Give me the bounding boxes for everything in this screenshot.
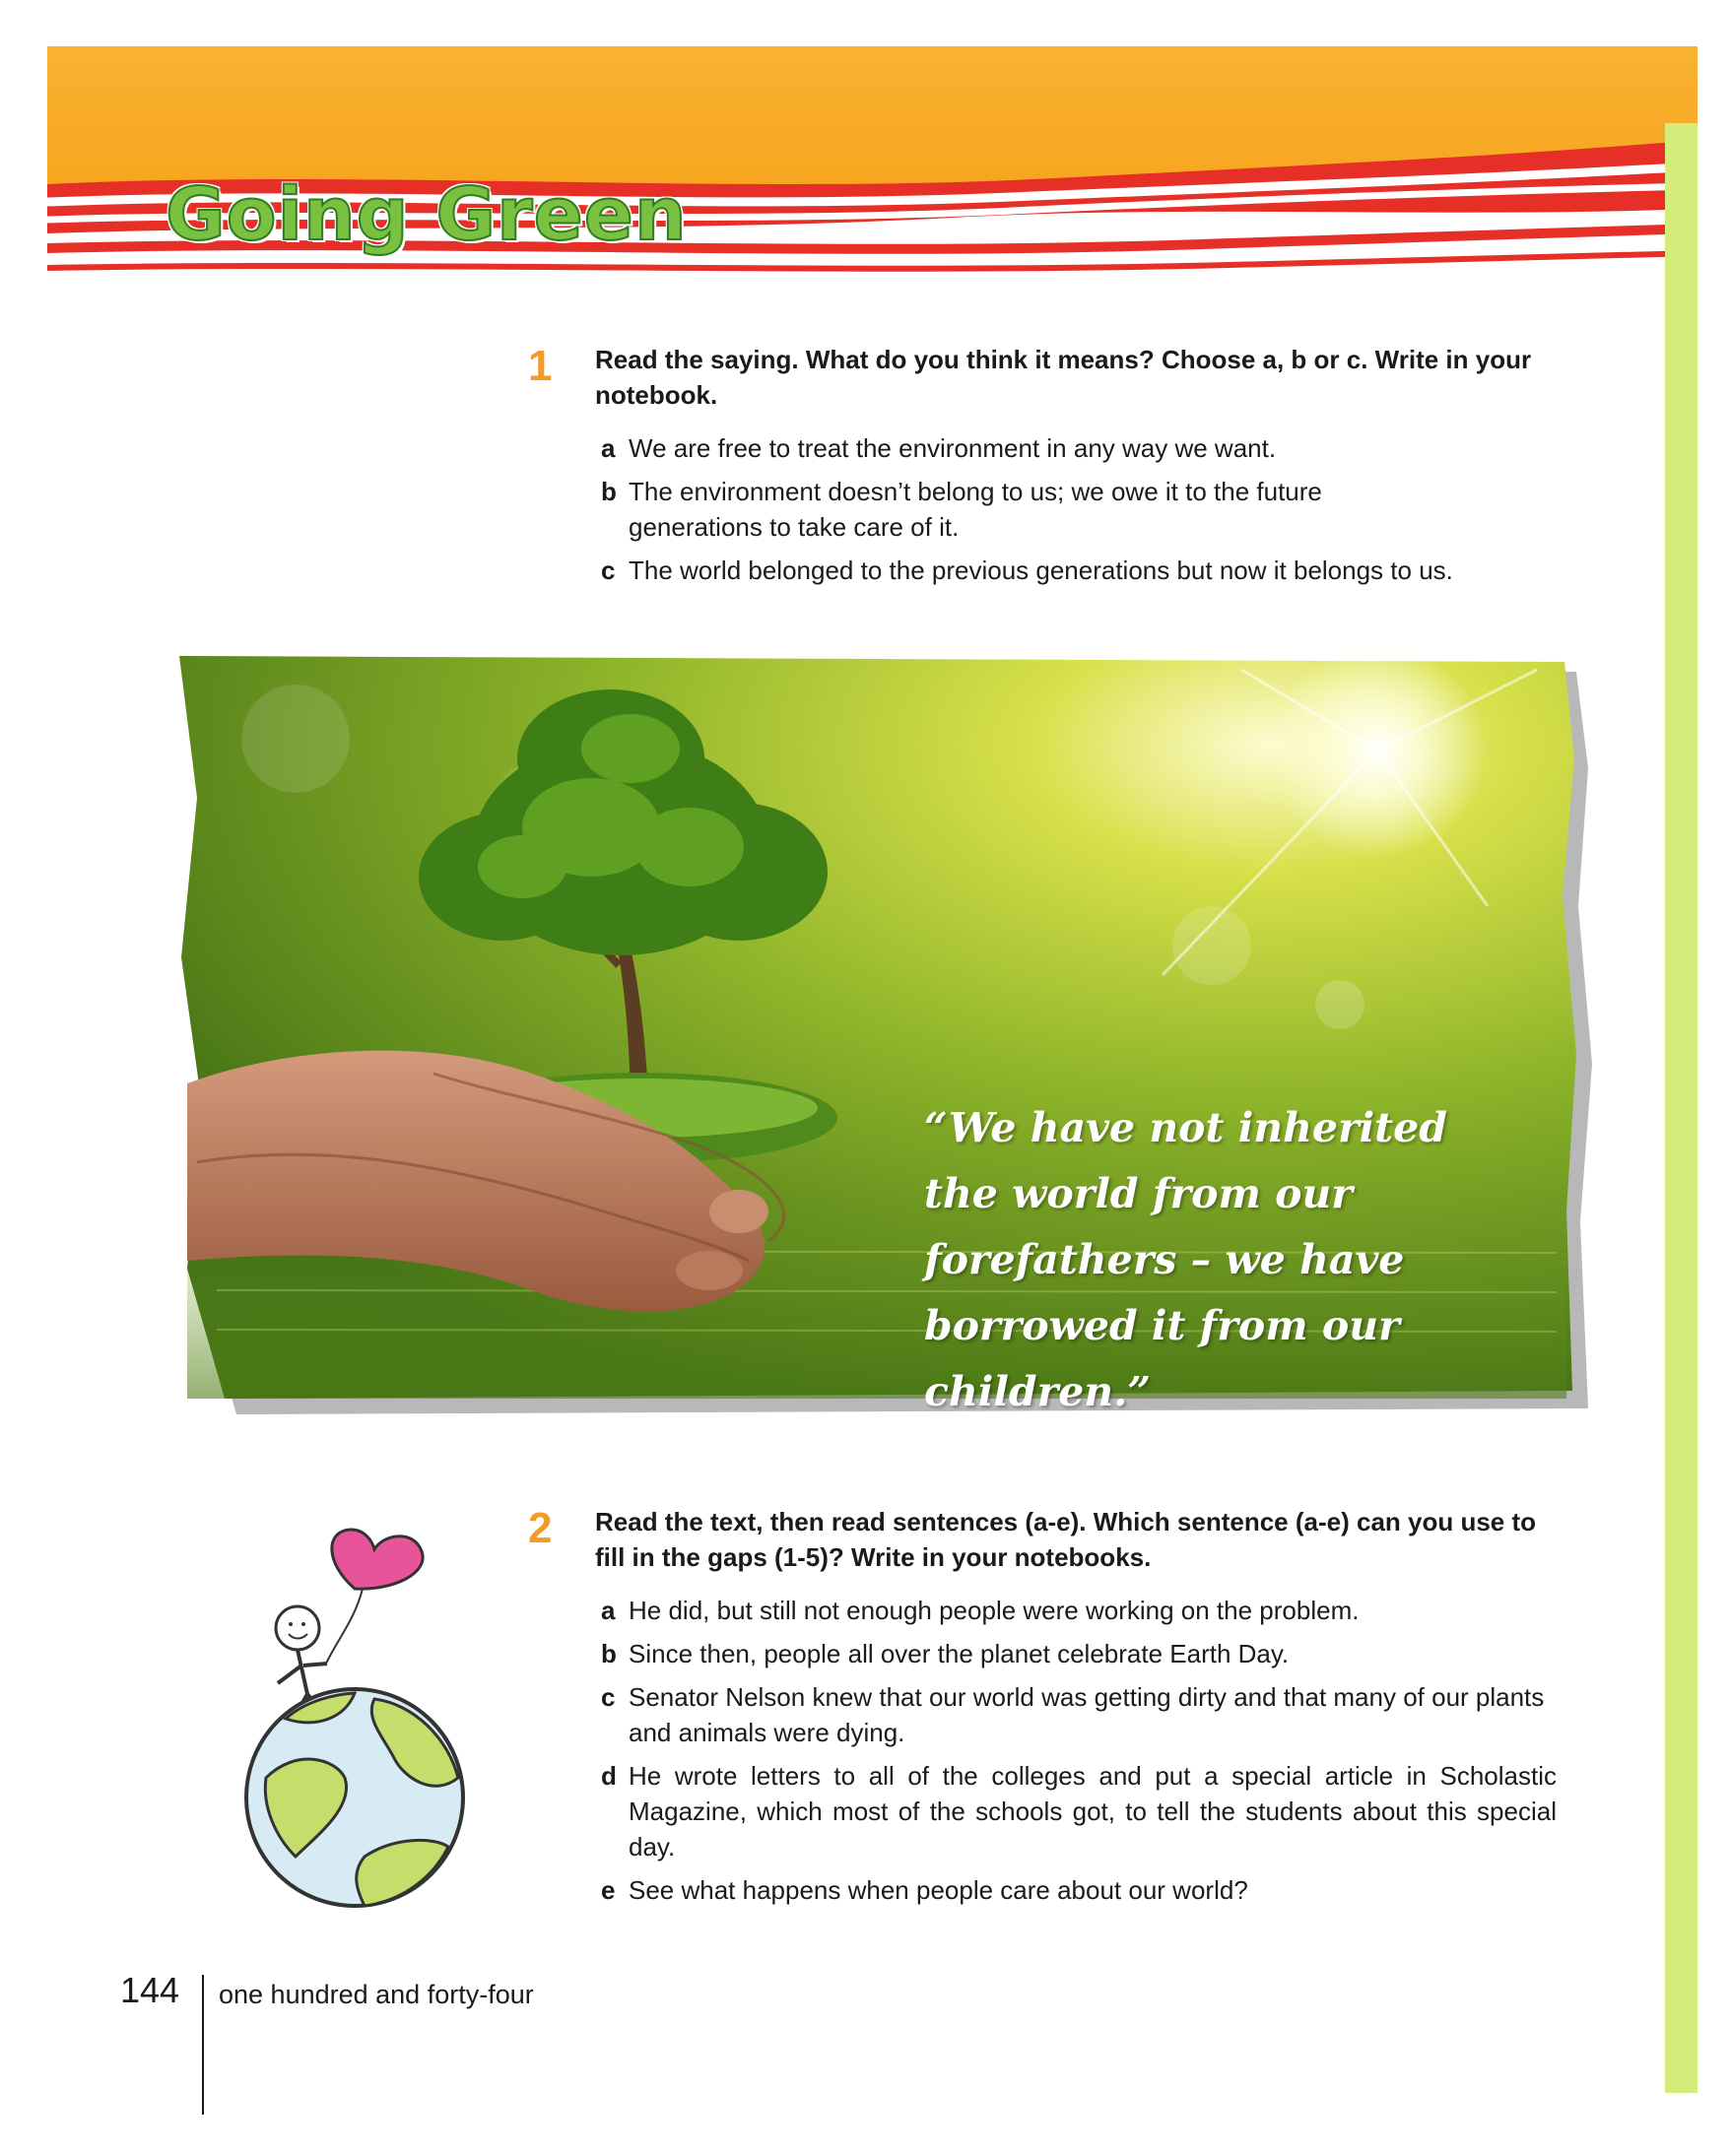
option-letter: e xyxy=(601,1875,616,1905)
page-number: 144 xyxy=(120,1970,180,2010)
option-text: We are free to treat the environment in any way we want. xyxy=(629,433,1277,463)
exercise-1 xyxy=(528,342,1557,596)
option-text: The world belonged to the previous generations but now it belongs to us. xyxy=(629,555,1453,585)
option-text: Senator Nelson knew that our world was getting dirty and that many of our plants and animals were dying. xyxy=(629,1682,1545,1747)
photo-quote: “We have not inherited the world from our forefathers – we have borrowed it from our children.” xyxy=(924,1104,1447,1415)
exercise-instruction: Read the saying. What do you think it means? Choose a, b or c. Write in your notebook. xyxy=(595,345,1532,410)
option-letter: a xyxy=(601,433,616,463)
option-letter: c xyxy=(601,1682,616,1712)
option-letter: a xyxy=(601,1596,616,1625)
exercise-2 xyxy=(528,1504,1557,1916)
option-text: Since then, people all over the planet celebrate Earth Day. xyxy=(629,1639,1290,1668)
page-header xyxy=(47,46,1697,278)
option-text: He wrote letters to all of the colleges and put a special article in Scholastic Magazine, which most of the schools got, to tell the students about this special day. xyxy=(629,1761,1557,1862)
option-e xyxy=(601,1872,1557,1908)
option-a xyxy=(601,1593,1557,1628)
option-text: See what happens when people care about our world? xyxy=(629,1875,1248,1905)
option-b xyxy=(601,1636,1557,1671)
footer-divider xyxy=(202,1975,204,2115)
earth-stick-figure-doodle xyxy=(227,1482,483,1916)
side-strip xyxy=(1665,123,1697,2093)
option-letter: b xyxy=(601,477,617,506)
page-number-words: one hundred and forty-four xyxy=(219,1980,534,2009)
option-c xyxy=(601,1679,1557,1750)
page-title: Going Green xyxy=(166,172,688,257)
option-text: The environment doesn’t belong to us; we owe it to the future generations to take care of it. xyxy=(629,477,1322,542)
exercise-number: 2 xyxy=(528,1504,553,1552)
option-b xyxy=(601,474,1557,545)
option-letter: b xyxy=(601,1639,617,1668)
options-list xyxy=(601,1593,1557,1908)
heart-icon xyxy=(332,1530,423,1589)
options-list xyxy=(601,430,1557,588)
option-c xyxy=(601,553,1557,588)
option-d xyxy=(601,1758,1557,1864)
exercise-instruction: Read the text, then read sentences (a-e). Which sentence (a-e) can you use to fill in the gaps (1-5)? Write in your notebooks. xyxy=(595,1507,1537,1572)
option-letter: c xyxy=(601,555,616,585)
option-text: He did, but still not enough people were working on the problem. xyxy=(629,1596,1360,1625)
exercise-number: 1 xyxy=(528,342,553,390)
option-letter: d xyxy=(601,1761,617,1791)
option-a xyxy=(601,430,1557,466)
